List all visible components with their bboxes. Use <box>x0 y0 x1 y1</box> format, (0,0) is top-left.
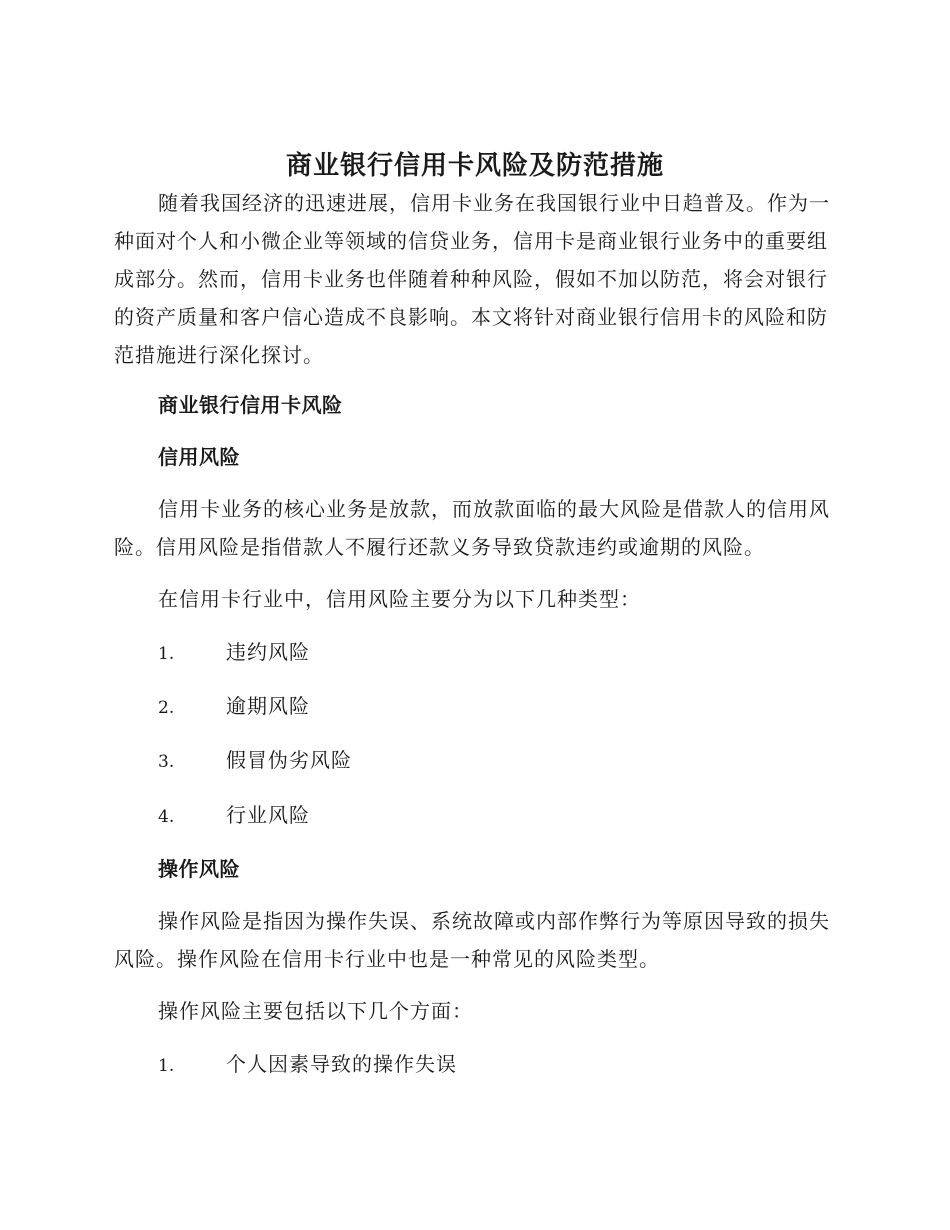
subheading-operational-risk: 操作风险 <box>158 857 240 881</box>
list-item-number: 1. <box>158 644 175 664</box>
list-item-text: 逾期风险 <box>226 694 310 718</box>
operational-risk-paragraph: 操作风险是指因为操作失误、系统故障或内部作弊行为等原因导致的损失风险。操作风险在信用卡行业中也是一种常见的风险类型。 <box>114 909 830 971</box>
subheading-credit-risk: 信用风险 <box>158 445 240 469</box>
list-item-number: 2. <box>158 698 175 718</box>
page-title: 商业银行信用卡风险及防范措施 <box>285 151 664 181</box>
operational-risk-list-intro: 操作风险主要包括以下几个方面： <box>158 999 473 1023</box>
intro-paragraph: 随着我国经济的迅速进展，信用卡业务在我国银行业中日趋普及。作为一种面对个人和小微企业等领域的信贷业务，信用卡是商业银行业务中的重要组成部分。然而，信用卡业务也伴随着种种风险，假如不加以防范，将会对银行的资产质量和客户信心造成不良影响。本文将针对商业银行信用卡的风险和防范措施进行深化探讨。 <box>114 191 830 367</box>
list-item <box>158 637 310 667</box>
credit-risk-list-intro: 在信用卡行业中，信用风险主要分为以下几种类型： <box>158 587 641 611</box>
list-item-text: 违约风险 <box>226 640 310 664</box>
list-item-text: 假冒伪劣风险 <box>226 748 352 772</box>
list-item <box>158 691 310 721</box>
list-item <box>158 745 352 775</box>
list-item <box>158 1049 457 1079</box>
list-item-text: 行业风险 <box>226 803 310 827</box>
list-item-text: 个人因素导致的操作失误 <box>226 1052 457 1076</box>
credit-risk-paragraph: 信用卡业务的核心业务是放款，而放款面临的最大风险是借款人的信用风险。信用风险是指借款人不履行还款义务导致贷款违约或逾期的风险。 <box>114 497 830 559</box>
section-heading-credit-card-risk: 商业银行信用卡风险 <box>158 393 343 417</box>
list-item-number: 4. <box>158 807 175 827</box>
list-item <box>158 800 310 830</box>
list-item-number: 3. <box>158 752 175 772</box>
list-item-number: 1. <box>158 1056 175 1076</box>
